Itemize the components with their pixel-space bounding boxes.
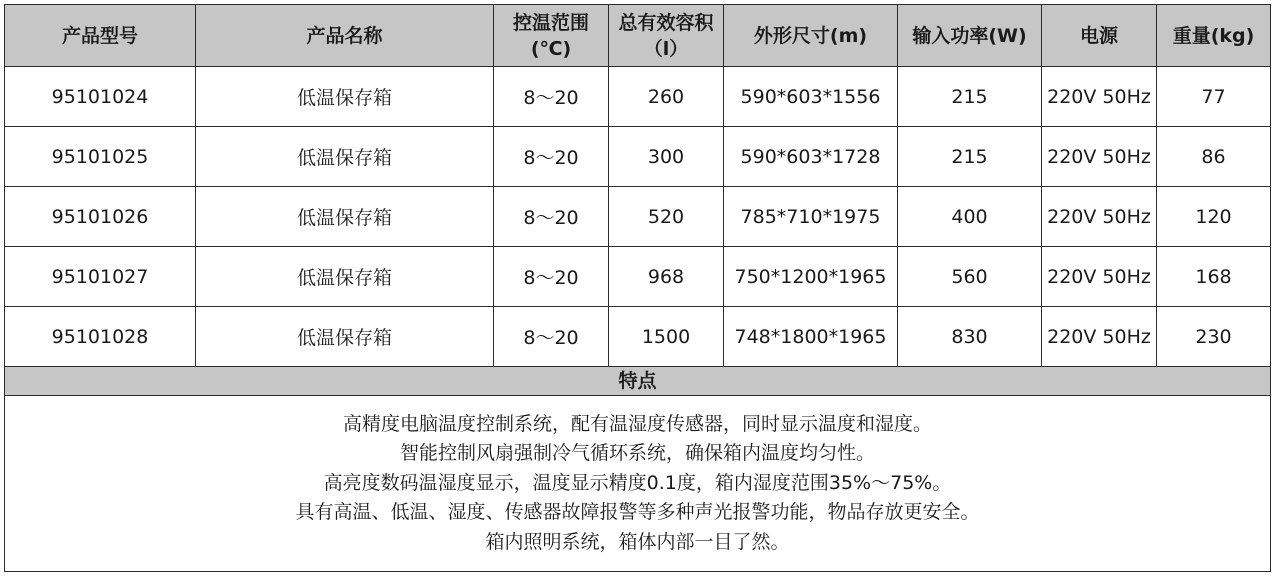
feature-line: 高精度电脑温度控制系统，配有温湿度传感器，同时显示温度和湿度。 bbox=[342, 412, 932, 435]
table-row bbox=[5, 67, 1271, 127]
cell-dimensions: 750*1200*1965 bbox=[724, 247, 898, 307]
cell-model: 95101024 bbox=[5, 67, 196, 127]
cell-temp-range: 8～20 bbox=[494, 187, 609, 247]
cell-supply: 220V 50Hz bbox=[1042, 127, 1157, 187]
cell-supply: 220V 50Hz bbox=[1042, 187, 1157, 247]
feature-line: 高亮度数码温湿度显示，温度显示精度0.1度，箱内湿度范围35%～75%。 bbox=[323, 471, 952, 494]
features-row bbox=[5, 396, 1271, 572]
table-row bbox=[5, 307, 1271, 367]
cell-name: 低温保存箱 bbox=[196, 247, 494, 307]
cell-supply: 220V 50Hz bbox=[1042, 307, 1157, 367]
cell-power: 560 bbox=[898, 247, 1042, 307]
feature-line: 智能控制风扇强制冷气循环系统，确保箱内温度均匀性。 bbox=[399, 442, 875, 465]
cell-supply: 220V 50Hz bbox=[1042, 67, 1157, 127]
cell-dimensions: 748*1800*1965 bbox=[724, 307, 898, 367]
header-temp-range: 控温范围(℃) bbox=[494, 5, 609, 67]
cell-temp-range: 8～20 bbox=[494, 307, 609, 367]
cell-name: 低温保存箱 bbox=[196, 187, 494, 247]
table-row bbox=[5, 187, 1271, 247]
cell-volume: 520 bbox=[609, 187, 724, 247]
cell-dimensions: 590*603*1556 bbox=[724, 67, 898, 127]
cell-volume: 1500 bbox=[609, 307, 724, 367]
features-title-row bbox=[5, 367, 1271, 396]
cell-model: 95101026 bbox=[5, 187, 196, 247]
cell-dimensions: 590*603*1728 bbox=[724, 127, 898, 187]
header-volume: 总有效容积（l） bbox=[609, 5, 724, 67]
table-row bbox=[5, 127, 1271, 187]
header-dimensions: 外形尺寸(m) bbox=[724, 5, 898, 67]
cell-weight: 77 bbox=[1157, 67, 1271, 127]
cell-power: 215 bbox=[898, 67, 1042, 127]
header-name: 产品名称 bbox=[196, 5, 494, 67]
cell-dimensions: 785*710*1975 bbox=[724, 187, 898, 247]
cell-model: 95101025 bbox=[5, 127, 196, 187]
header-supply: 电源 bbox=[1042, 5, 1157, 67]
header-power: 输入功率(W) bbox=[898, 5, 1042, 67]
cell-model: 95101028 bbox=[5, 307, 196, 367]
cell-volume: 300 bbox=[609, 127, 724, 187]
cell-weight: 86 bbox=[1157, 127, 1271, 187]
cell-name: 低温保存箱 bbox=[196, 307, 494, 367]
header-row bbox=[5, 5, 1271, 67]
table-row bbox=[5, 247, 1271, 307]
feature-line: 具有高温、低温、湿度、传感器故障报警等多种声光报警功能，物品存放更安全。 bbox=[295, 501, 980, 524]
cell-weight: 168 bbox=[1157, 247, 1271, 307]
cell-weight: 230 bbox=[1157, 307, 1271, 367]
cell-power: 400 bbox=[898, 187, 1042, 247]
cell-model: 95101027 bbox=[5, 247, 196, 307]
cell-temp-range: 8～20 bbox=[494, 67, 609, 127]
features-list bbox=[5, 396, 1271, 572]
header-weight: 重量(kg) bbox=[1157, 5, 1271, 67]
product-spec-table bbox=[4, 4, 1271, 572]
cell-weight: 120 bbox=[1157, 187, 1271, 247]
cell-volume: 968 bbox=[609, 247, 724, 307]
cell-name: 低温保存箱 bbox=[196, 127, 494, 187]
cell-temp-range: 8～20 bbox=[494, 127, 609, 187]
features-title: 特点 bbox=[5, 367, 1271, 396]
cell-supply: 220V 50Hz bbox=[1042, 247, 1157, 307]
cell-power: 830 bbox=[898, 307, 1042, 367]
cell-volume: 260 bbox=[609, 67, 724, 127]
cell-name: 低温保存箱 bbox=[196, 67, 494, 127]
header-model: 产品型号 bbox=[5, 5, 196, 67]
cell-temp-range: 8～20 bbox=[494, 247, 609, 307]
feature-line: 箱内照明系统，箱体内部一目了然。 bbox=[485, 530, 790, 553]
cell-power: 215 bbox=[898, 127, 1042, 187]
